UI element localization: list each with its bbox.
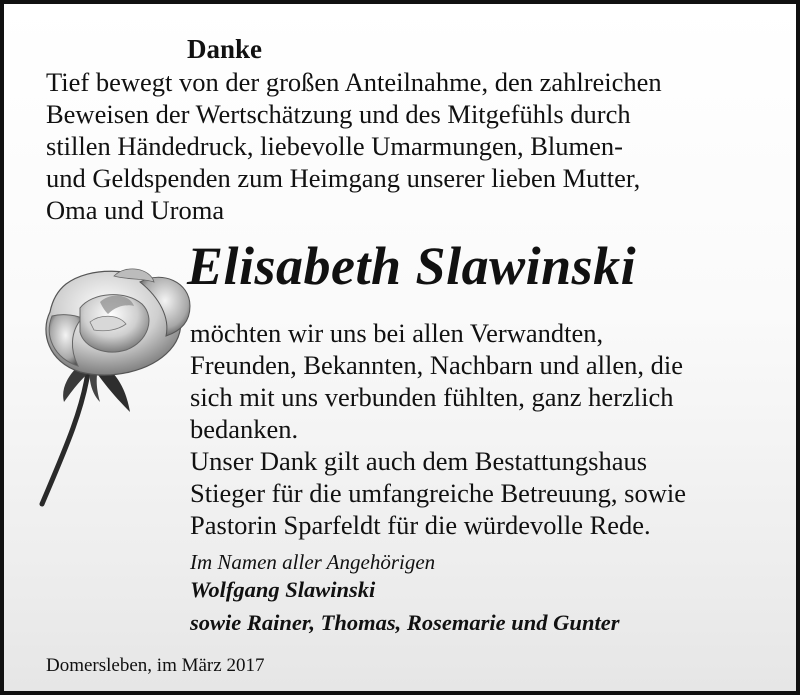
notice-heading: Danke (187, 34, 263, 64)
body-line: bedanken. (190, 414, 299, 444)
signature-others: sowie Rainer, Thomas, Rosemarie und Gunter (190, 610, 620, 635)
deceased-name: Elisabeth Slawinski (187, 236, 637, 296)
intro-line: Tief bewegt von der großen Anteilnahme, den zahlreichen (46, 67, 662, 97)
signature-note: Im Namen aller Angehörigen (190, 550, 436, 574)
thanks-text (190, 317, 790, 541)
intro-text (46, 66, 786, 226)
body-line: möchten wir uns bei allen Verwandten, (190, 318, 604, 348)
place-date: Domersleben, im März 2017 (46, 655, 265, 676)
body-line: Unser Dank gilt auch dem Bestattungshaus (190, 446, 648, 476)
intro-line: Beweisen der Wertschätzung und des Mitgefühls durch (46, 99, 631, 129)
body-line: Pastorin Sparfeldt für die würdevolle Rede. (190, 510, 651, 540)
intro-line: stillen Händedruck, liebevolle Umarmungen, Blumen- (46, 131, 623, 161)
rose-icon (30, 262, 200, 512)
body-line: Stieger für die umfangreiche Betreuung, sowie (190, 478, 686, 508)
intro-line: und Geldspenden zum Heimgang unserer lieben Mutter, (46, 163, 641, 193)
intro-line: Oma und Uroma (46, 195, 225, 225)
body-line: sich mit uns verbunden fühlten, ganz herzlich (190, 382, 674, 412)
signature-main: Wolfgang Slawinski (190, 577, 376, 602)
body-line: Freunden, Bekannten, Nachbarn und allen, die (190, 350, 684, 380)
